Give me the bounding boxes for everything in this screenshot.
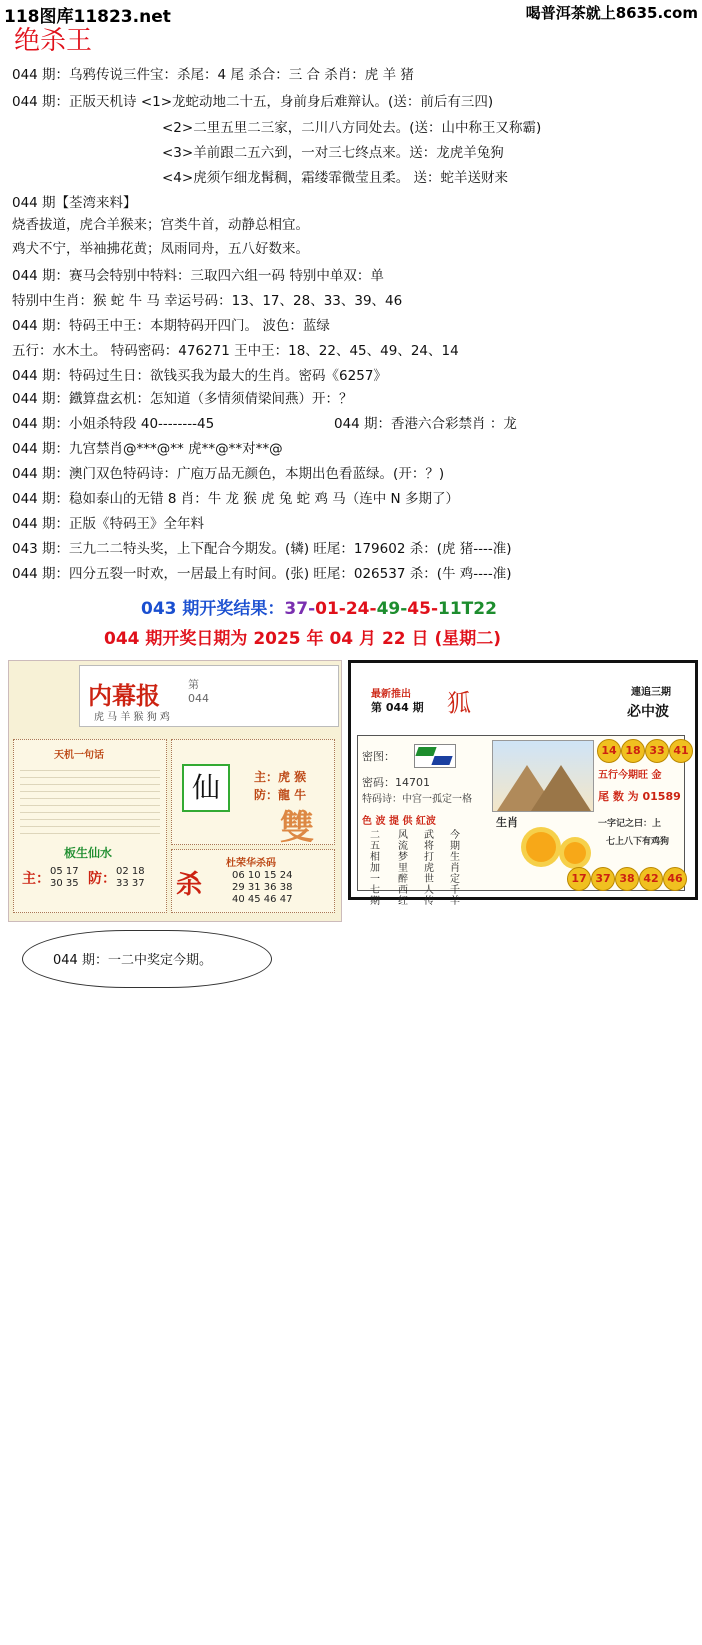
number-ball-top: 14 bbox=[597, 739, 621, 763]
line-9: 044 期：赛马会特别中特料：三取四六组一码 特别中单双：单 bbox=[12, 268, 384, 284]
draw-result bbox=[141, 594, 497, 619]
motto-label: 一字记之曰：上 bbox=[598, 819, 662, 829]
line-5: <4>虎须乍细龙髯稠，霜缕霏微莹且柔。 送：蛇羊送财来 bbox=[162, 170, 509, 186]
shengxiao-label: 生肖 bbox=[496, 816, 518, 829]
vertical-text-3: 武将打虎世人传 bbox=[424, 830, 434, 907]
line-21: 044 期：四分五裂一时欢，一居最上有时间。(张) 旺尾：026537 杀：(牛 鸡----准) bbox=[12, 566, 512, 582]
issue-label: 第 bbox=[188, 678, 199, 691]
number-ball-top: 18 bbox=[621, 739, 645, 763]
secret-image-label: 密图： bbox=[362, 750, 395, 763]
speech-cloud bbox=[22, 930, 272, 988]
number-ball-top: 41 bbox=[669, 739, 693, 763]
line-10: 特别中生肖：猴 蛇 牛 马 幸运号码：13、17、28、33、39、46 bbox=[12, 293, 403, 309]
number-ball-bottom: 42 bbox=[639, 867, 663, 891]
kill-code-title: 杜荣华杀码 bbox=[226, 858, 276, 869]
brand-title: 内幕报 bbox=[88, 681, 160, 710]
double-char: 雙 bbox=[280, 808, 314, 848]
sun-small-icon bbox=[564, 842, 586, 864]
issue-number: 044 bbox=[188, 692, 209, 705]
number-ball-bottom: 37 bbox=[591, 867, 615, 891]
result-num-6: 11T22 bbox=[438, 599, 497, 619]
heaven-phrase-box bbox=[13, 739, 167, 913]
immortal-char: 仙 bbox=[182, 764, 230, 812]
line-16: 044 期：九宫禁肖@***@** 虎**@**对**@ bbox=[12, 441, 283, 457]
main-pick: 主：虎 猴 bbox=[254, 770, 307, 784]
line-14: 044 期：鐡算盘玄机：怎知道（多情须倩梁间燕）开：？ bbox=[12, 391, 353, 407]
result-num-2: 01- bbox=[315, 599, 346, 619]
number-ball-bottom: 38 bbox=[615, 867, 639, 891]
green-label: 板生仙水 bbox=[64, 846, 113, 860]
line-7: 烧香拔道，虎合羊猴来；宫类牛首，动静总相宜。 bbox=[12, 217, 309, 233]
line-4: <3>羊前跟二五六到，一对三七终点来。送：龙虎羊兔狗 bbox=[162, 145, 504, 161]
heaven-phrase-title: 天机一句话 bbox=[54, 750, 104, 761]
vertical-text-1: 二五相加一七期 bbox=[370, 830, 380, 907]
mountain-scene-image bbox=[492, 740, 594, 812]
line-15: 044 期：小姐杀特段 40--------45 bbox=[12, 416, 215, 432]
left-newspaper-panel bbox=[8, 660, 342, 922]
flag-logo-icon bbox=[414, 744, 456, 768]
motto2-label: 七上八下有鸡狗 bbox=[606, 837, 670, 847]
fang2-label: 防： bbox=[88, 871, 116, 887]
line-3: <2>二里五里二三家，二川八方同处去。(送：山中称王又称霸) bbox=[162, 120, 542, 136]
line-17: 044 期：澳门双色特码诗：广庖万品无颜色，本期出色看蓝绿。(开：？) bbox=[12, 466, 445, 482]
result-prefix: 043 期开奖结果： bbox=[141, 599, 285, 619]
kill-code-box bbox=[171, 849, 335, 913]
three-issue-label: 連追三期 bbox=[631, 687, 671, 698]
fang2-numbers: 02 18 33 37 bbox=[116, 866, 145, 889]
number-ball-top: 33 bbox=[645, 739, 669, 763]
cloud-text: 044 期：一二中奖定今期。 bbox=[53, 953, 212, 968]
brand-header bbox=[79, 665, 339, 727]
vertical-text-2: 风流梦里醉西红 bbox=[398, 830, 408, 907]
result-num-3: 24- bbox=[345, 599, 377, 619]
kill-char: 杀 bbox=[176, 870, 203, 900]
zhu-numbers: 05 17 30 35 bbox=[50, 866, 79, 889]
line-19: 044 期：正版《特码王》全年料 bbox=[12, 516, 205, 532]
site-right-banner: 喝普洱茶就上8635.com bbox=[525, 4, 698, 22]
page-title: 绝杀王 bbox=[14, 26, 93, 56]
line-13: 044 期：特码过生日：欲钱买我为最大的生肖。密码《6257》 bbox=[12, 368, 387, 384]
latest-label: 最新推出 bbox=[371, 689, 411, 700]
kill-code-numbers: 06 10 15 24 29 31 36 38 40 45 46 47 bbox=[232, 870, 293, 905]
number-ball-bottom: 17 bbox=[567, 867, 591, 891]
line-6: 044 期【荃湾来料】 bbox=[12, 195, 137, 211]
result-num-4: 49- bbox=[376, 599, 408, 619]
panel-issue: 第 044 期 bbox=[371, 701, 424, 714]
must-wave-label: 必中波 bbox=[627, 704, 669, 720]
line-2: 044 期：正版天机诗 <1>龙蛇动地二十五，身前身后难辩认。(送：前后有三四) bbox=[12, 94, 494, 110]
line-side: 044 期：香港六合彩禁肖 ：龙 bbox=[334, 416, 517, 432]
brand-subtitle: 虎 马 羊 猴 狗 鸡 bbox=[94, 712, 170, 723]
poem-label: 特码诗：中宫一孤定一格 bbox=[362, 794, 472, 805]
immortal-box bbox=[171, 739, 335, 848]
guard-pick: 防：龍 牛 bbox=[254, 788, 307, 802]
site-left-banner: 118图库11823.net bbox=[4, 7, 171, 27]
fox-char: 狐 bbox=[447, 689, 471, 717]
phrase-text-block bbox=[20, 764, 160, 834]
line-18: 044 期：稳如泰山的无错 8 肖：牛 龙 猴 虎 兔 蛇 鸡 马（连中 N 多期了） bbox=[12, 491, 459, 507]
zhu-label: 主： bbox=[22, 871, 50, 887]
line-12: 五行：水木土。 特码密码：476271 王中王：18、22、45、49、24、14 bbox=[12, 343, 459, 359]
next-draw-date: 044 期开奖日期为 2025 年 04 月 22 日 (星期二) bbox=[104, 629, 502, 649]
colors-label: 色 波 提 供 紅波 bbox=[362, 816, 436, 827]
right-newspaper-panel bbox=[348, 660, 698, 907]
line-20: 043 期：三九二二特头奖，上下配合今期发。(辚) 旺尾：179602 杀：(虎 猪----准) bbox=[12, 541, 512, 557]
code-label: 密码：14701 bbox=[362, 776, 430, 789]
wuxing-label: 五行今期旺 金 bbox=[598, 770, 662, 781]
tail-label: 尾 数 为 01589 bbox=[598, 790, 681, 803]
number-ball-bottom: 46 bbox=[663, 867, 687, 891]
line-1: 044 期：乌鸦传说三件宝：杀尾：4 尾 杀合：三 合 杀肖：虎 羊 猪 bbox=[12, 67, 414, 83]
result-num-5: 45- bbox=[407, 599, 438, 619]
line-11: 044 期：特码王中王：本期特码开四门。 波色：蓝绿 bbox=[12, 318, 330, 334]
line-8: 鸡犬不宁，举袖拂花黄；凤雨同舟，五八好数来。 bbox=[12, 241, 309, 257]
vertical-text-4: 今期生肖定千羊 bbox=[450, 830, 460, 907]
result-num-1: 37- bbox=[284, 599, 316, 619]
sun-icon bbox=[526, 832, 556, 862]
